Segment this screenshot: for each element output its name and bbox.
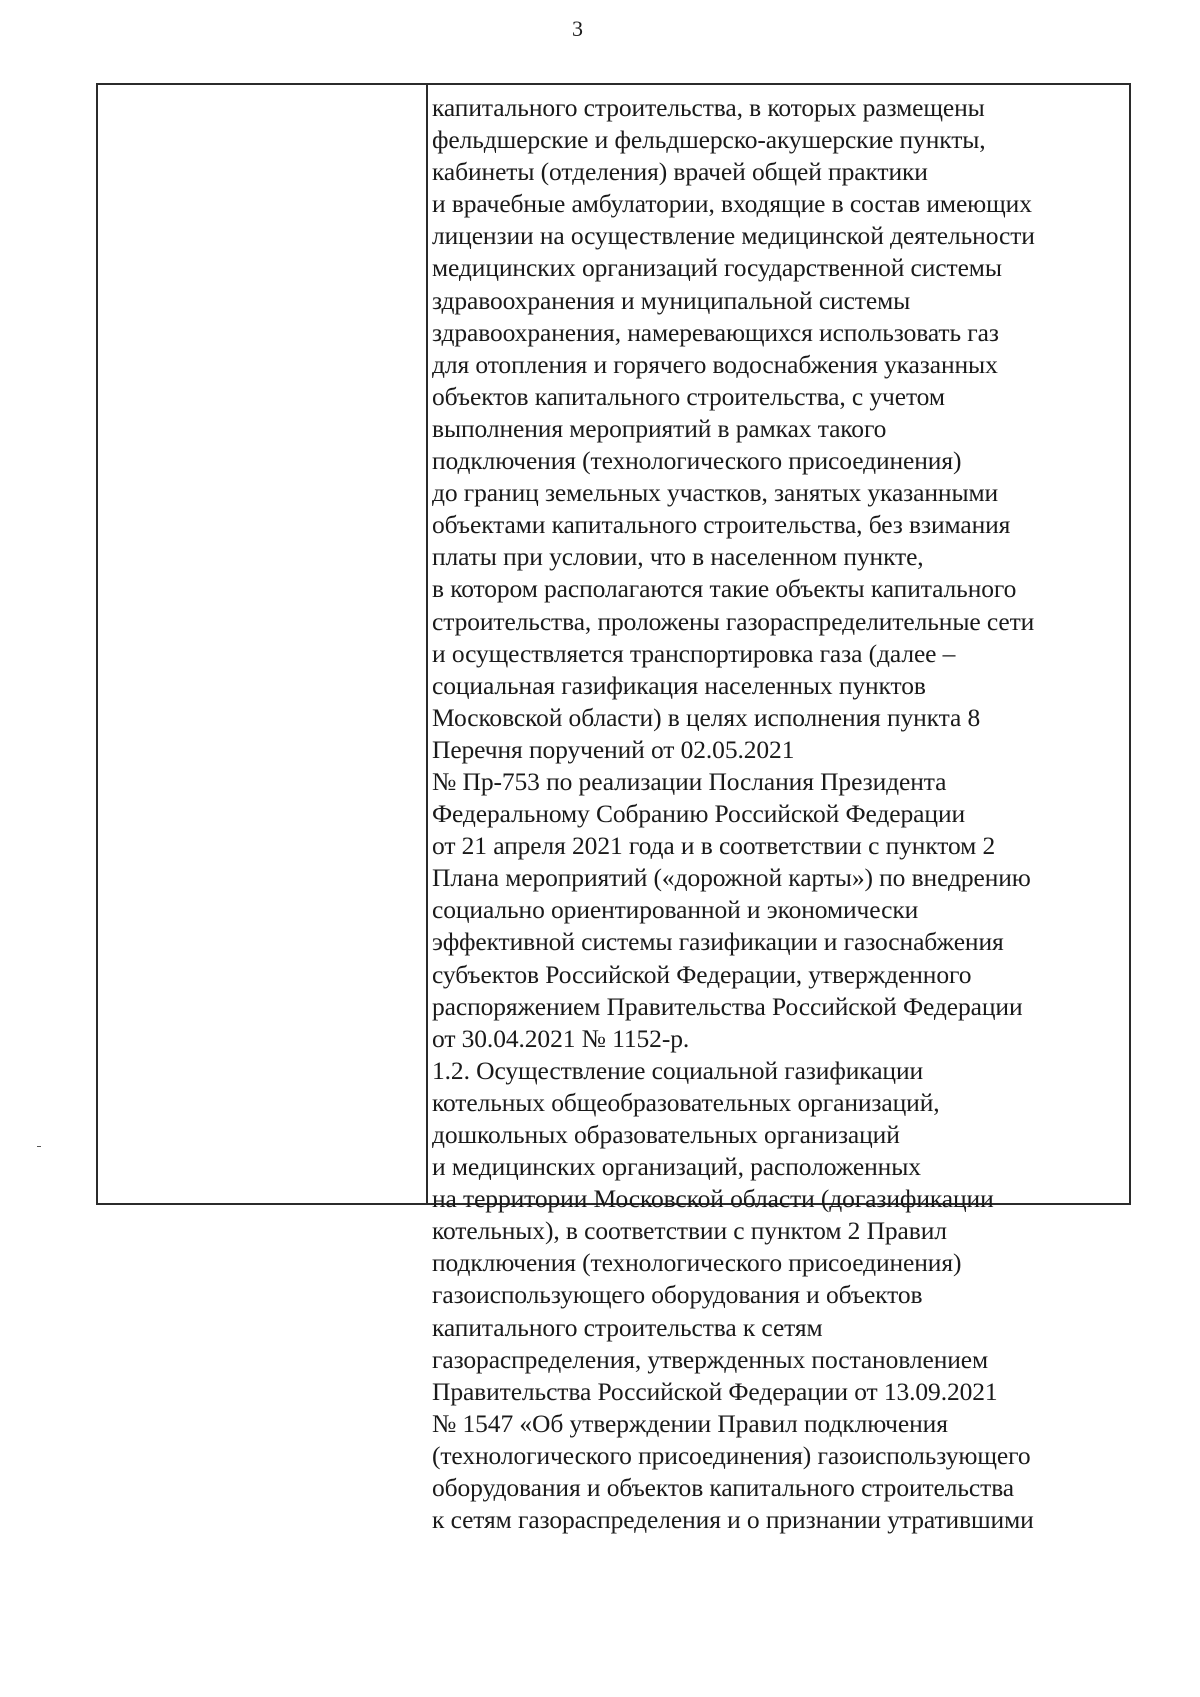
text-line: социальная газификация населенных пунктов bbox=[432, 670, 926, 700]
text-line: № Пр-753 по реализации Послания Президента bbox=[432, 766, 947, 796]
text-line: объектов капитального строительства, с учетом bbox=[432, 381, 945, 411]
text-line: газораспределения, утвержденных постановлением bbox=[432, 1344, 989, 1374]
text-line: к сетям газораспределения и о признании утратившими bbox=[432, 1505, 1034, 1535]
scan-margin-mark bbox=[37, 1146, 41, 1147]
text-line: в котором располагаются такие объекты капитального bbox=[432, 574, 1017, 604]
text-line: фельдшерские и фельдшерско-акушерские пункты, bbox=[432, 125, 986, 155]
text-line: от 21 апреля 2021 года и в соответствии с пунктом 2 bbox=[432, 831, 996, 861]
text-line: кабинеты (отделения) врачей общей практики bbox=[432, 157, 928, 187]
text-line: котельных), в соответствии с пунктом 2 Правил bbox=[432, 1216, 947, 1246]
text-line: на территории Московской области (догазификации bbox=[432, 1184, 994, 1214]
text-line: выполнения мероприятий в рамках такого bbox=[432, 413, 887, 443]
text-line: газоиспользующего оборудования и объектов bbox=[432, 1280, 923, 1310]
text-line: эффективной системы газификации и газоснабжения bbox=[432, 927, 1004, 957]
text-line: медицинских организаций государственной системы bbox=[432, 253, 1002, 283]
text-line: объектами капитального строительства, без взимания bbox=[432, 510, 1011, 540]
page-number: 3 bbox=[572, 16, 583, 41]
table-cell-right bbox=[428, 85, 1129, 1535]
text-line: капитального строительства к сетям bbox=[432, 1312, 823, 1342]
text-line: подключения (технологического присоединения) bbox=[432, 446, 962, 476]
text-line: до границ земельных участков, занятых указанными bbox=[432, 478, 999, 508]
text-line: Перечня поручений от 02.05.2021 bbox=[432, 734, 795, 764]
text-line: (технологического присоединения) газоиспользующего bbox=[432, 1440, 1031, 1470]
text-line: и медицинских организаций, расположенных bbox=[432, 1152, 921, 1182]
text-line: здравоохранения и муниципальной системы bbox=[432, 285, 911, 315]
text-line: распоряжением Правительства Российской Федерации bbox=[432, 991, 1023, 1021]
text-line: Правительства Российской Федерации от 13.09.2021 bbox=[432, 1376, 998, 1406]
text-line: котельных общеобразовательных организаций, bbox=[432, 1087, 940, 1117]
document-table bbox=[96, 83, 1131, 1535]
text-line: социально ориентированной и экономически bbox=[432, 895, 919, 925]
text-line: № 1547 «Об утверждении Правил подключения bbox=[432, 1408, 948, 1438]
text-line: 1.2. Осуществление социальной газификации bbox=[432, 1055, 924, 1085]
text-line: Федеральному Собранию Российской Федерации bbox=[432, 799, 966, 829]
text-line: Московской области) в целях исполнения пункта 8 bbox=[432, 702, 981, 732]
text-line: здравоохранения, намеревающихся использовать газ bbox=[432, 317, 999, 347]
text-line: лицензии на осуществление медицинской деятельности bbox=[432, 221, 1035, 251]
text-line: капитального строительства, в которых размещены bbox=[432, 93, 985, 122]
text-line: Плана мероприятий («дорожной карты») по внедрению bbox=[432, 863, 1031, 893]
text-line: и осуществляется транспортировка газа (далее – bbox=[432, 638, 956, 668]
text-line: и врачебные амбулатории, входящие в состав имеющих bbox=[432, 189, 1032, 219]
table-cell-left bbox=[98, 85, 428, 1203]
text-line: субъектов Российской Федерации, утвержденного bbox=[432, 959, 972, 989]
text-line: для отопления и горячего водоснабжения указанных bbox=[432, 349, 998, 379]
text-line: от 30.04.2021 № 1152-р. bbox=[432, 1023, 690, 1053]
text-line: подключения (технологического присоединения) bbox=[432, 1248, 962, 1278]
text-line: дошкольных образовательных организаций bbox=[432, 1120, 900, 1149]
text-line: оборудования и объектов капитального строительства bbox=[432, 1473, 1015, 1503]
text-line: строительства, проложены газораспределительные сети bbox=[432, 606, 1035, 636]
text-line: платы при условии, что в населенном пункте, bbox=[432, 542, 924, 572]
